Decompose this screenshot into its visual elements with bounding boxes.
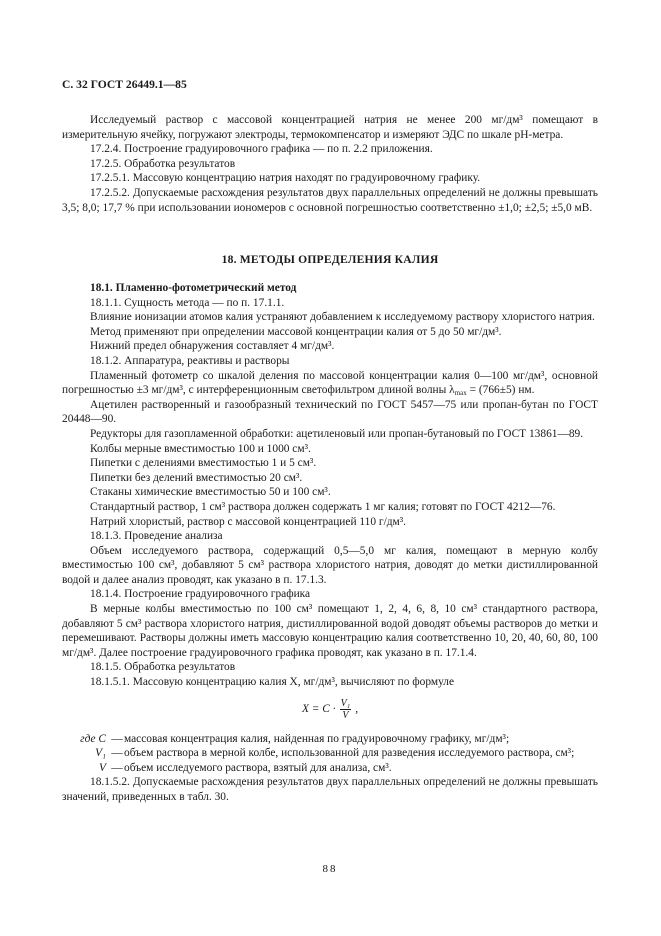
paragraph: Объем исследуемого раствора, содержащий 0,5—5,0 мг калия, помещают в мерную колбу вместимостью 100 см³, добавляют 5 см³ раствора хлористого натрия, доводят до метки дистиллированной водой и далее анализ проводят, как указано в п. 17.1.3. xyxy=(62,544,598,586)
section-heading-block xyxy=(62,253,598,268)
paragraph: 18.1.4. Построение градуировочного графика xyxy=(90,588,311,601)
page-header: С. 32 ГОСТ 26449.1—85 xyxy=(62,78,187,91)
formula-denominator: V xyxy=(342,709,349,721)
definition-row xyxy=(62,746,598,761)
definition-text: массовая концентрация калия, найденная по градуировочному графику, мг/дм³; xyxy=(124,732,510,745)
paragraph: 17.2.5. Обработка результатов xyxy=(90,157,236,170)
definition-dash: — xyxy=(111,761,123,774)
section-title: 18. МЕТОДЫ ОПРЕДЕЛЕНИЯ КАЛИЯ xyxy=(221,253,439,266)
formula-tail: , xyxy=(355,702,359,715)
definition-text: объем исследуемого раствора, взятый для анализа, см³. xyxy=(124,761,392,774)
text-block-2 xyxy=(62,281,598,805)
paragraph: 17.2.5.1. Массовую концентрацию натрия находят по градуировочному графику. xyxy=(90,172,481,185)
paragraph: Натрий хлористый, раствор с массовой концентрацией 110 г/дм³. xyxy=(90,515,407,528)
text-run: Пламенный фотометр со шкалой деления по массовой концентрации калия 0—100 мг/дм³, основной погрешностью ±3 мг/дм³, с интерференционным светофильтром длиной волны λ xyxy=(62,369,598,397)
paragraph: Нижний предел обнаружения составляет 4 мг/дм³. xyxy=(90,340,335,353)
paragraph: Стаканы химические вместимостью 50 и 100 см³. xyxy=(90,486,331,499)
definition-symbol: V₁ xyxy=(95,747,106,760)
definition-symbol: V xyxy=(99,761,106,774)
formula-lhs: X = C · xyxy=(301,702,336,715)
definitions xyxy=(62,732,598,776)
definition-symbol: где C xyxy=(80,732,106,745)
text-block-1 xyxy=(62,113,598,215)
paragraph: Метод применяют при определении массовой концентрации калия от 5 до 50 мг/дм³. xyxy=(90,325,502,338)
paragraph-photometer xyxy=(62,369,598,398)
definition-text: объем раствора в мерной колбе, использованной для разведения исследуемого раствора, см³; xyxy=(124,747,575,760)
definition-dash: — xyxy=(111,732,123,745)
paragraph: В мерные колбы вместимостью по 100 см³ помещают 1, 2, 4, 6, 8, 10 см³ стандартного раствора, добавляют 5 см³ раствора хлористого натрия, дистиллированной водой доводят объемы растворов до метки и перемешивают. Растворы должны иметь массовую концентрацию калия соответственно 10, 20, 40, 60, 80, 100 мг/дм³. Далее построение градуировочного графика проводят, как указано в п. 17.1.4. xyxy=(62,603,598,659)
page-number: 88 xyxy=(322,863,338,875)
paragraph: Редукторы для газопламенной обработки: ацетиленовый или пропан-бутановый по ГОСТ 13861—89. xyxy=(90,427,584,440)
paragraph: Ацетилен растворенный и газообразный технический по ГОСТ 5457—75 или пропан-бутан по ГОСТ 20448—90. xyxy=(62,398,598,426)
formula xyxy=(62,698,598,728)
paragraph: Пипетки с делениями вместимостью 1 и 5 см³. xyxy=(90,457,317,470)
formula-numerator: V₁ xyxy=(340,697,351,709)
text-run: = (766±5) нм. xyxy=(466,384,535,397)
definition-dash: — xyxy=(111,747,123,760)
paragraph: 18.1.5.1. Массовую концентрацию калия X, мг/дм³, вычисляют по формуле xyxy=(90,676,455,689)
subsection-title: 18.1. Пламенно-фотометрический метод xyxy=(90,282,297,294)
subscript: max xyxy=(454,389,467,398)
paragraph: Пипетки без делений вместимостью 20 см³. xyxy=(90,471,303,484)
definition-row xyxy=(62,732,598,747)
paragraph: 17.2.5.2. Допускаемые расхождения результатов двух параллельных определений не должны превышать 3,5; 8,0; 17,7 % при использовании иономеров с основной погрешностью соответственно ±1,0; ±2,5; ±5,0 мВ. xyxy=(62,186,598,214)
definition-row xyxy=(62,761,598,776)
paragraph: Колбы мерные вместимостью 100 и 1000 см³. xyxy=(90,442,311,455)
paragraph: Влияние ионизации атомов калия устраняют добавлением к исследуемому раствору хлористого натрия. xyxy=(90,311,595,324)
paragraph: 18.1.2. Аппаратура, реактивы и растворы xyxy=(90,354,290,367)
paragraph: 17.2.4. Построение градуировочного графика — по п. 2.2 приложения. xyxy=(90,143,433,156)
paragraph: 18.1.5. Обработка результатов xyxy=(90,661,236,674)
paragraph: 18.1.1. Сущность метода — по п. 17.1.1. xyxy=(90,296,285,309)
paragraph: 18.1.5.2. Допускаемые расхождения результатов двух параллельных определений не должны превышать значений, приведенных в табл. 30. xyxy=(62,776,598,803)
paragraph: 18.1.3. Проведение анализа xyxy=(90,530,223,543)
document-page xyxy=(62,0,598,936)
paragraph: Стандартный раствор, 1 см³ раствора должен содержать 1 мг калия; готовят по ГОСТ 4212—76. xyxy=(90,500,556,513)
paragraph: Исследуемый раствор с массовой концентрацией натрия не менее 200 мг/дм³ помещают в измерительную ячейку, погружают электроды, термокомпенсатор и измеряют ЭДС по шкале pH-метра. xyxy=(62,114,598,141)
formula-fraction xyxy=(340,698,352,721)
